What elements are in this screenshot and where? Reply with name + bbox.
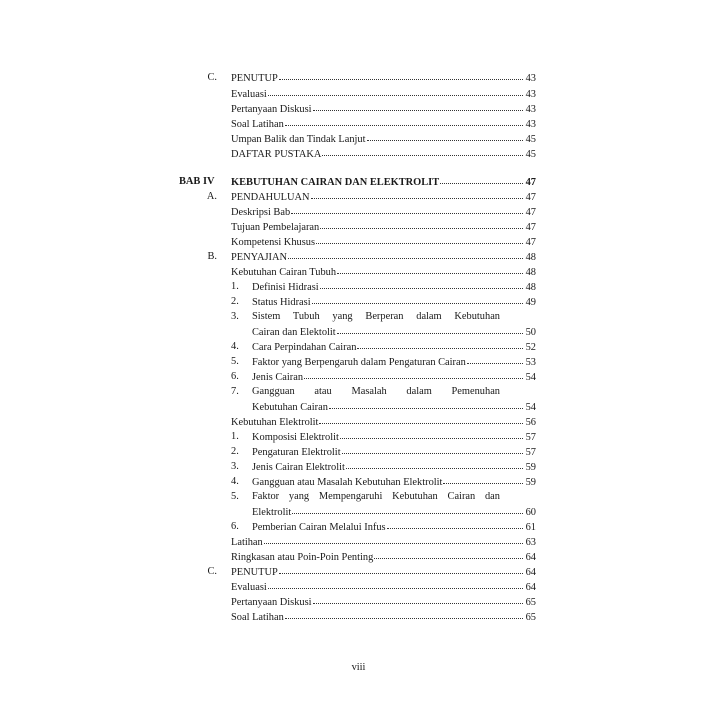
entry-page: 48 bbox=[525, 282, 536, 293]
dot-leader bbox=[387, 518, 523, 529]
entry-title: PENUTUP bbox=[231, 73, 278, 84]
dot-leader bbox=[467, 353, 523, 364]
dot-leader bbox=[337, 263, 523, 274]
chapter-label: BAB IV bbox=[179, 176, 215, 187]
item-number: 5. bbox=[231, 491, 239, 502]
dot-leader bbox=[322, 145, 523, 156]
dot-leader bbox=[285, 115, 523, 126]
entry-title: DAFTAR PUSTAKA bbox=[231, 149, 322, 160]
entry-title: Tujuan Pembelajaran bbox=[231, 222, 320, 233]
entry-title: Soal Latihan bbox=[231, 612, 284, 623]
entry-title: Deskripsi Bab bbox=[231, 207, 291, 218]
dot-leader bbox=[329, 398, 523, 409]
dot-leader bbox=[264, 533, 523, 544]
item-number: 5. bbox=[231, 356, 239, 367]
entry-title: Gangguan atau Masalah Kebutuhan Elektrolit bbox=[252, 477, 443, 488]
entry-page: 48 bbox=[525, 252, 536, 263]
dot-leader bbox=[285, 608, 523, 619]
entry-title: Pertanyaan Diskusi bbox=[231, 597, 312, 608]
entry-page: 53 bbox=[525, 357, 536, 368]
entry-page: 43 bbox=[525, 73, 536, 84]
chapter-title: KEBUTUHAN CAIRAN DAN ELEKTROLIT bbox=[231, 177, 440, 188]
entry-title: Kebutuhan Elektrolit bbox=[231, 417, 319, 428]
entry-title: Cairan dan Elektolit bbox=[252, 327, 336, 338]
dot-leader bbox=[340, 428, 523, 439]
entry-page: 57 bbox=[525, 432, 536, 443]
dot-leader bbox=[268, 578, 523, 589]
dot-leader bbox=[291, 203, 523, 214]
dot-leader bbox=[443, 473, 523, 484]
item-number: 1. bbox=[231, 431, 239, 442]
section-marker: C. bbox=[207, 566, 217, 577]
entry-title: Jenis Cairan bbox=[252, 372, 304, 383]
item-number: 1. bbox=[231, 281, 239, 292]
dot-leader bbox=[316, 233, 523, 244]
entry-title: PENDAHULUAN bbox=[231, 192, 310, 203]
entry-title: Faktor yang Mempengaruhi Kebutuhan Cairan dan bbox=[252, 491, 500, 502]
entry-page: 43 bbox=[525, 104, 536, 115]
entry-title: Cara Perpindahan Cairan bbox=[252, 342, 357, 353]
item-number: 3. bbox=[231, 311, 239, 322]
entry-page: 45 bbox=[525, 134, 536, 145]
item-number: 2. bbox=[231, 446, 239, 457]
entry-page: 65 bbox=[525, 597, 536, 608]
entry-title: Pertanyaan Diskusi bbox=[231, 104, 312, 115]
dot-leader bbox=[374, 548, 523, 559]
entry-title: Komposisi Elektrolit bbox=[252, 432, 339, 443]
page-number: viii bbox=[351, 662, 366, 673]
item-number: 4. bbox=[231, 476, 239, 487]
entry-page: 59 bbox=[525, 477, 536, 488]
entry-page: 47 bbox=[525, 222, 536, 233]
dot-leader bbox=[337, 323, 523, 334]
dot-leader bbox=[304, 368, 523, 379]
entry-title: Kebutuhan Cairan Tubuh bbox=[231, 267, 337, 278]
dot-leader bbox=[346, 458, 523, 469]
entry-title: Sistem Tubuh yang Berperan dalam Kebutuhan bbox=[252, 311, 500, 322]
entry-title: Status Hidrasi bbox=[252, 297, 311, 308]
dot-leader bbox=[319, 413, 523, 424]
entry-title: Pemberian Cairan Melalui Infus bbox=[252, 522, 386, 533]
entry-title: Gangguan atau Masalah dalam Pemenuhan bbox=[252, 386, 500, 397]
entry-page: 54 bbox=[525, 372, 536, 383]
entry-page: 57 bbox=[525, 447, 536, 458]
section-marker: C. bbox=[207, 72, 217, 83]
dot-leader bbox=[367, 130, 524, 141]
entry-page: 60 bbox=[525, 507, 536, 518]
entry-page: 43 bbox=[525, 119, 536, 130]
entry-page: 56 bbox=[525, 417, 536, 428]
entry-title: Evaluasi bbox=[231, 89, 267, 100]
entry-page: 52 bbox=[525, 342, 536, 353]
entry-title: Elektrolit bbox=[252, 507, 292, 518]
dot-leader bbox=[292, 503, 523, 514]
entry-page: 43 bbox=[525, 89, 536, 100]
item-number: 2. bbox=[231, 296, 239, 307]
item-number: 6. bbox=[231, 521, 239, 532]
dot-leader bbox=[313, 100, 523, 111]
entry-title: Kebutuhan Cairan bbox=[252, 402, 328, 413]
entry-page: 47 bbox=[525, 177, 536, 188]
entry-title: Definisi Hidrasi bbox=[252, 282, 319, 293]
dot-leader bbox=[288, 248, 523, 259]
dot-leader bbox=[342, 443, 523, 454]
dot-leader bbox=[311, 188, 523, 199]
dot-leader bbox=[313, 593, 523, 604]
entry-page: 64 bbox=[525, 567, 536, 578]
entry-title: Pengaturan Elektrolit bbox=[252, 447, 341, 458]
section-marker: B. bbox=[207, 251, 217, 262]
dot-leader bbox=[320, 218, 523, 229]
entry-page: 54 bbox=[525, 402, 536, 413]
entry-page: 65 bbox=[525, 612, 536, 623]
entry-title: Ringkasan atau Poin-Poin Penting bbox=[231, 552, 374, 563]
dot-leader bbox=[268, 85, 523, 96]
entry-page: 64 bbox=[525, 552, 536, 563]
entry-page: 48 bbox=[525, 267, 536, 278]
entry-page: 63 bbox=[525, 537, 536, 548]
dot-leader bbox=[440, 173, 523, 184]
item-number: 3. bbox=[231, 461, 239, 472]
entry-title: PENUTUP bbox=[231, 567, 278, 578]
entry-title: PENYAJIAN bbox=[231, 252, 287, 263]
entry-title: Latihan bbox=[231, 537, 263, 548]
entry-title: Faktor yang Berpengaruh dalam Pengaturan Cairan bbox=[252, 357, 466, 368]
entry-page: 50 bbox=[525, 327, 536, 338]
dot-leader bbox=[312, 293, 523, 304]
entry-title: Soal Latihan bbox=[231, 119, 284, 130]
item-number: 6. bbox=[231, 371, 239, 382]
dot-leader bbox=[320, 278, 523, 289]
entry-page: 47 bbox=[525, 207, 536, 218]
entry-page: 49 bbox=[525, 297, 536, 308]
entry-page: 64 bbox=[525, 582, 536, 593]
entry-page: 47 bbox=[525, 237, 536, 248]
section-marker: A. bbox=[206, 191, 217, 202]
entry-page: 59 bbox=[525, 462, 536, 473]
dot-leader bbox=[279, 69, 523, 80]
entry-title: Jenis Cairan Elektrolit bbox=[252, 462, 345, 473]
entry-title: Kompetensi Khusus bbox=[231, 237, 315, 248]
entry-page: 61 bbox=[525, 522, 536, 533]
item-number: 4. bbox=[231, 341, 239, 352]
entry-title: Evaluasi bbox=[231, 582, 267, 593]
entry-page: 47 bbox=[525, 192, 536, 203]
item-number: 7. bbox=[231, 386, 239, 397]
entry-page: 45 bbox=[525, 149, 536, 160]
dot-leader bbox=[357, 338, 523, 349]
dot-leader bbox=[279, 563, 523, 574]
entry-title: Umpan Balik dan Tindak Lanjut bbox=[231, 134, 366, 145]
